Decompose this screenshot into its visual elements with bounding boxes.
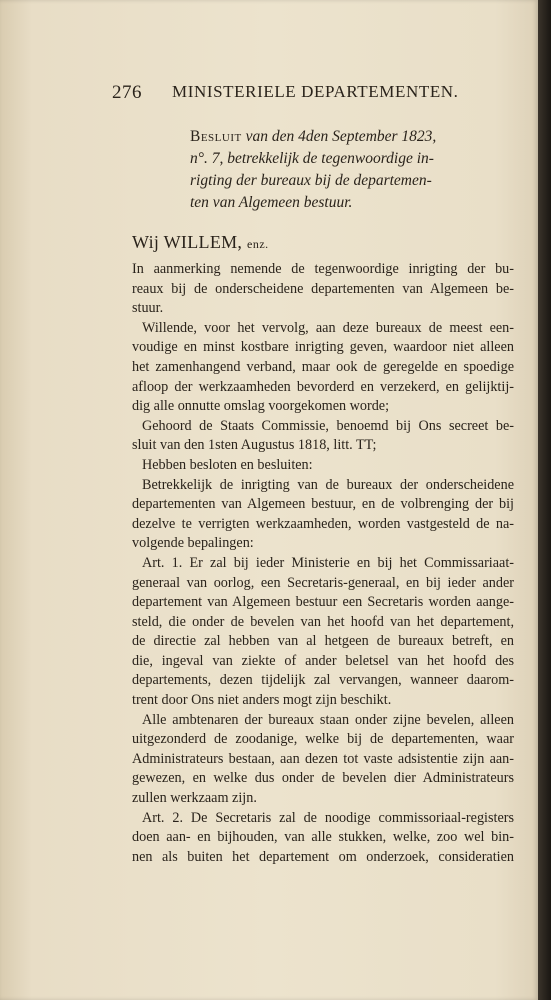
salutation-enz: enz. [247, 237, 269, 251]
decree-lead: Besluit [190, 128, 242, 145]
page-number: 276 [112, 82, 142, 103]
text-line: generaal van oorlog, een Secretaris-generaal, en bij ieder ander [132, 574, 514, 591]
text-line: In aanmerking nemende de tegenwoordige inrigting der bu- [132, 261, 514, 277]
text-line: departement van Algemeen bestuur een Secretaris worden aange- [132, 594, 514, 611]
text-line: de directie zal hebben van al hetgeen de bureaux betreft, en [132, 633, 514, 650]
text-line: uitgezonderd de zoodanige, welke bij de departementen, waar [132, 731, 514, 748]
decree-line: van den 4den September 1823, [241, 128, 437, 145]
text-line: afloop der werkzaamheden bevorderd en verzekerd, en gelijktij- [132, 378, 514, 395]
text-line: nen als buiten het departement om onderzoek, consideratien [132, 848, 514, 865]
text-line: reaux bij de onderscheidene departementen van Algemeen be- [132, 280, 514, 297]
decree-line: n°. 7, betrekkelijk de tegenwoordige in- [190, 150, 434, 167]
text-line: die, ingeval van ziekte of ander beletsel van het hoofd des [132, 652, 514, 669]
decree-heading [190, 126, 520, 214]
text-line: zullen werkzaam zijn. [132, 790, 257, 807]
text-line: voudige en minst kostbare inrigting geven, waardoor niet alleen [132, 339, 514, 356]
salutation-main: Wij WILLEM, [132, 232, 248, 252]
text-line: Willende, voor het vervolg, aan deze bureaux de meest een- [142, 319, 514, 336]
text-line: Alle ambtenaren der bureaux staan onder zijne bevelen, alleen [142, 711, 514, 728]
text-line: dezelve te verrigten werkzaamheden, worden vastgesteld de na- [132, 515, 514, 532]
text-line: dig alle onnutte omslag voorgekomen worde; [132, 398, 390, 415]
decree-line: rigting der bureaux bij de departemen- [190, 172, 432, 189]
text-line: Gehoord de Staats Commissie, benoemd bij Ons secreet be- [142, 417, 514, 434]
text-line: volgende bepalingen: [132, 535, 254, 552]
text-line: Art. 1. Er zal bij ieder Ministerie en bij het Commissariaat- [142, 554, 514, 571]
text-line: trent door Ons niet anders mogt zijn beschikt. [132, 692, 392, 709]
body-text [132, 260, 514, 867]
text-line: doen aan- en bijhouden, van alle stukken, welke, zoo wel bin- [132, 829, 514, 846]
text-line: sluit van den 1sten Augustus 1818, litt. TT; [132, 437, 377, 454]
text-line: gewezen, en welke dus onder de bevelen dier Administrateurs [132, 770, 514, 787]
text-line: departements, dezen tijdelijk zal vervangen, wanneer daarom- [132, 672, 514, 689]
text-line: departementen van Algemeen bestuur, en de volbrenging der bij [132, 496, 514, 513]
running-title: MINISTERIELE DEPARTEMENTEN. [172, 82, 459, 101]
text-line: Administrateurs bestaan, aan dezen tot vaste adsistentie zijn aan- [132, 750, 514, 767]
salutation [132, 232, 269, 253]
text-line: Art. 2. De Secretaris zal de noodige commissoriaal-registers [142, 809, 514, 826]
decree-line: ten van Algemeen bestuur. [190, 194, 353, 211]
text-line: steld, die onder de bevelen van het hoofd van het departement, [132, 613, 514, 630]
text-line: Betrekkelijk de inrigting van de bureaux der onderscheidene [142, 476, 514, 493]
page-edge-shadow [538, 0, 551, 1000]
text-line: Hebben besloten en besluiten: [142, 456, 313, 473]
text-line: stuur. [132, 300, 164, 317]
text-line: het zamenhangend verband, maar ook de geregelde en spoedige [132, 358, 514, 375]
